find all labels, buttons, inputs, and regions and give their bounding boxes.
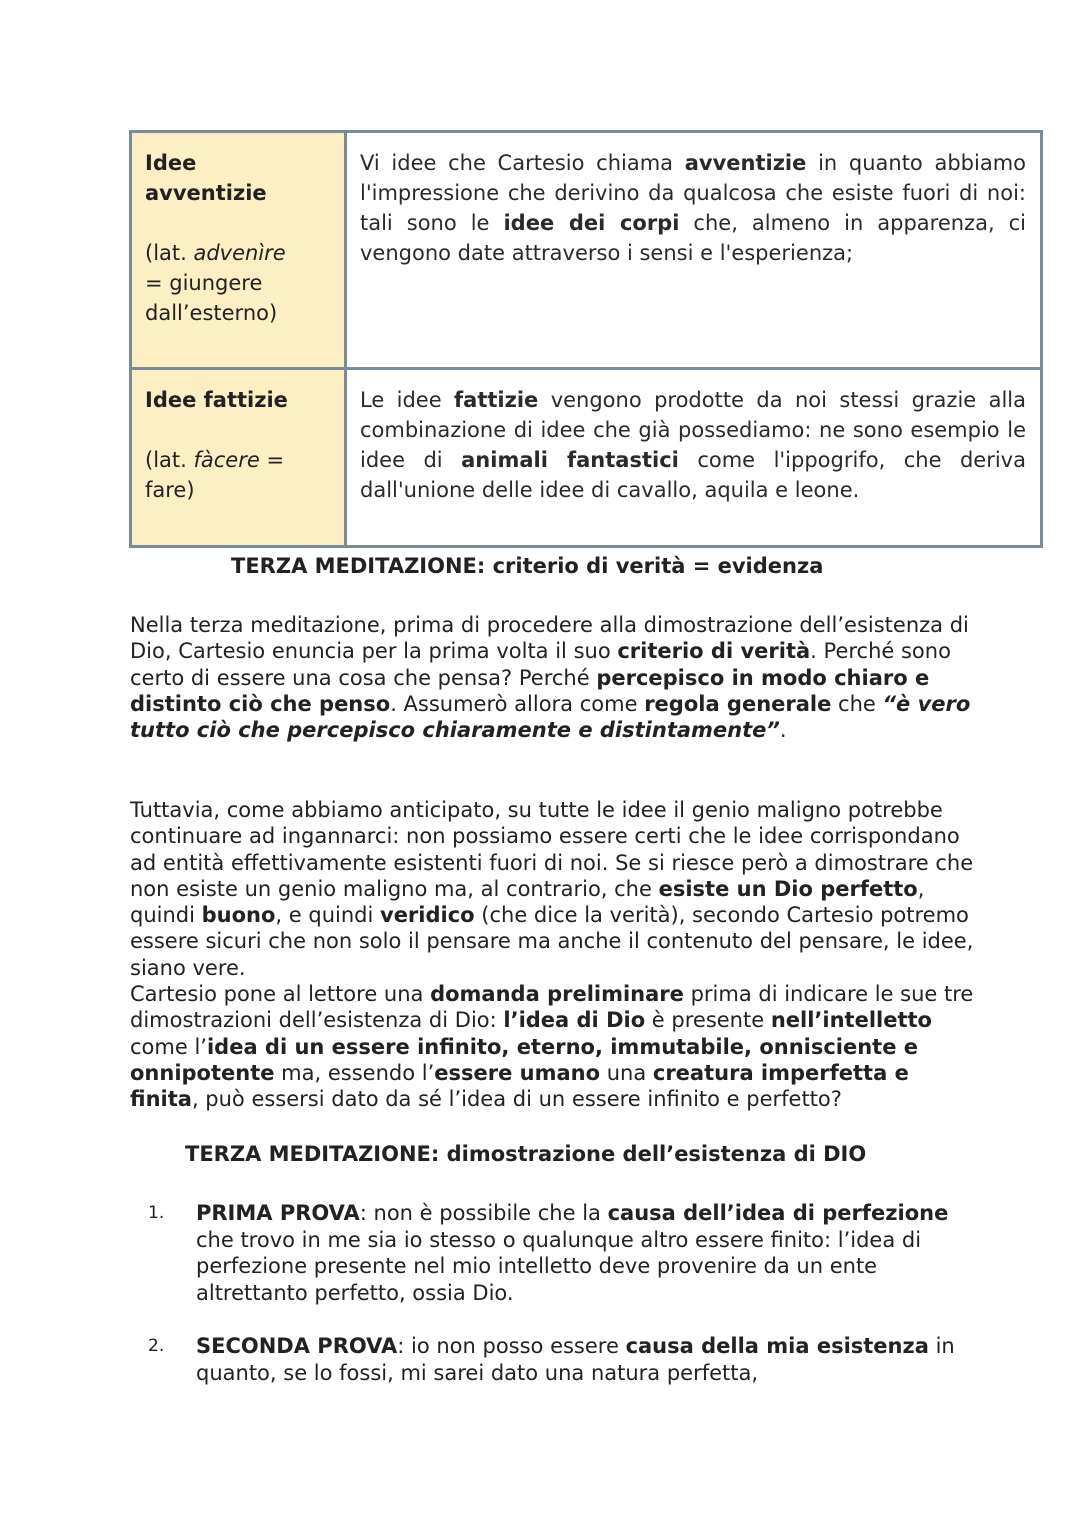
list-item: 1. PRIMA PROVA: non è possibile che la causa dell’idea di perfezione che trovo in me sia io stesso o qualunque altro essere finito: l’idea di perfezione presente nel mio intelletto deve provenire da un ente altrettanto perfetto, ossia Dio. xyxy=(148,1201,949,1305)
section-heading-criterion: TERZA MEDITAZIONE: criterio di verità = evidenza xyxy=(231,554,824,578)
section-heading-god-proof: TERZA MEDITAZIONE: dimostrazione dell’esistenza di DIO xyxy=(185,1142,867,1166)
list-number: 1. xyxy=(148,1203,165,1223)
table-row xyxy=(131,369,1042,547)
term-cell xyxy=(131,369,346,547)
table-row xyxy=(131,132,1042,369)
list-number: 2. xyxy=(148,1336,165,1356)
term-latin: (lat. advenìre = giungere dall’esterno) xyxy=(145,241,286,325)
list-item: 2. SECONDA PROVA: io non posso essere causa della mia esistenza in quanto, se lo fossi, mi sarei dato una natura perfetta, xyxy=(148,1334,955,1385)
ideas-table xyxy=(129,130,1043,548)
paragraph-genio-maligno: Tuttavia, come abbiamo anticipato, su tutte le idee il genio maligno potrebbe continuare ad ingannarci: non possiamo essere certi che le idee corrispondano ad entità effettivamente esistenti fuori di noi. Se si riesce però a dimostrare che non esiste un genio maligno ma, al contrario, che esiste un Dio perfetto, quindi buono, e quindi veridico (che dice la verità), secondo Cartesio potremo essere sicuri che non solo il pensare ma anche il contenuto del pensare, le idee, siano vere. Cartesio pone al lettore una domanda preliminare prima di indicare le sue tre dimostrazioni dell’esistenza di Dio: l’idea di Dio è presente nell’intelletto come l’idea di un essere infinito, eterno, immutabile, onnisciente e onnipotente ma, essendo l’essere umano una creatura imperfetta e finita, può essersi dato da sé l’idea di un essere infinito e perfetto? xyxy=(130,797,980,1113)
paragraph-criterion: Nella terza meditazione, prima di procedere alla dimostrazione dell’esistenza di Dio, Cartesio enuncia per la prima volta il suo criterio di verità. Perché sono certo di essere una cosa che pensa? Perché percepisco in modo chiaro e distinto ciò che penso. Assumerò allora come regola generale che “è vero tutto ciò che percepisco chiaramente e distintamente”. xyxy=(130,613,971,743)
term-latin: (lat. fàcere = fare) xyxy=(145,448,285,502)
term-cell xyxy=(131,132,346,369)
description-cell: Vi idee che Cartesio chiama avventizie in quanto abbiamo l'impressione che derivino da qualcosa che esiste fuori di noi: tali sono le idee dei corpi che, almeno in apparenza, ci vengono date attraverso i sensi e l'esperienza; xyxy=(346,132,1042,369)
description-cell: Le idee fattizie vengono prodotte da noi stessi grazie alla combinazione di idee che già possediamo: ne sono esempio le idee di animali fantastici come l'ippogrifo, che deriva dall'unione delle idee di cavallo, aquila e leone. xyxy=(346,369,1042,547)
term-title: Idee avventizie xyxy=(145,151,267,205)
term-title: Idee fattizie xyxy=(145,388,288,412)
paragraph-preliminary-question: Cartesio pone al lettore una domanda preliminare prima di indicare le sue tre dimostrazioni dell’esistenza di Dio: l’idea di Dio è presente nell’intelletto come l’idea di un essere infinito, eterno, immutabile, onnisciente e onnipotente ma, essendo l’essere umano una creatura imperfetta e finita, può essersi dato da sé l’idea di un essere infinito e perfetto? xyxy=(130,982,974,1112)
